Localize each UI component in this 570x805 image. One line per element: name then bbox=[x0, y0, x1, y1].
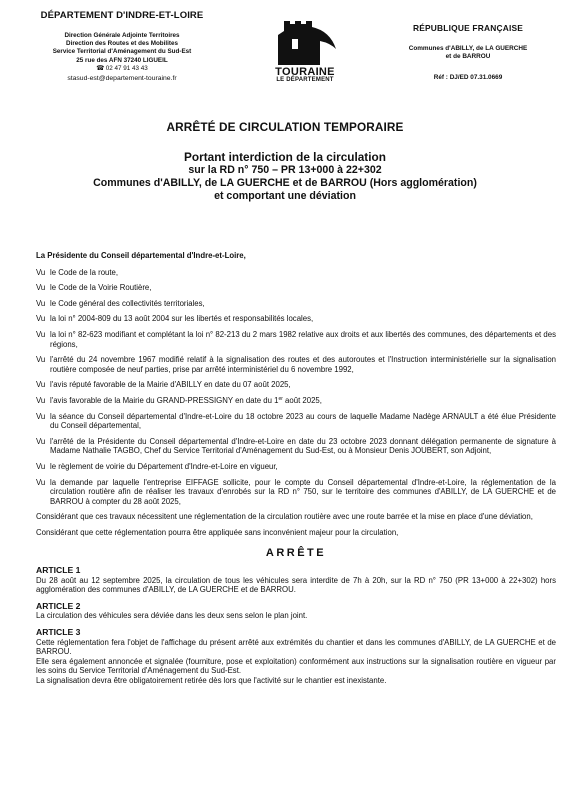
communes-line-1: Communes d'ABILLY, de LA GUERCHE bbox=[408, 45, 528, 52]
vu8-text: l'avis favorable de la Mairie du GRAND-PRESSIGNY en date du 1 bbox=[50, 395, 279, 405]
logo-subtitle: LE DÉPARTEMENT bbox=[276, 77, 334, 83]
subtitle-line-3: Communes d'ABILLY, de LA GUERCHE et de BARROU (Hors agglomération) bbox=[93, 177, 477, 190]
vu-text: l'arrêté du 24 novembre 1967 modifié relatif à la signalisation des routes et des autoroutes et l'Instruction interministérielle sur la signalisation routière composée de neuf parties, prise par arrêté interministériel du 6 novembre 1992, bbox=[50, 355, 556, 374]
vu-label: Vu bbox=[36, 283, 46, 293]
subtitle-line-2: sur la RD n° 750 – PR 13+000 à 22+302 bbox=[188, 164, 382, 176]
republic-name: RÉPUBLIQUE FRANÇAISE bbox=[412, 23, 524, 33]
republic-block bbox=[383, 23, 553, 81]
vu-label: Vu bbox=[36, 380, 46, 390]
article-text: Elle sera également annoncée et signalée (fourniture, pose et exploitation) conformément aux instructions sur la signalisation routière en vigueur par les soins du Service Territorial d'Aménagement du Sud-Est. bbox=[36, 656, 556, 676]
vu-item bbox=[36, 268, 556, 278]
vu-text bbox=[50, 396, 556, 406]
direction-routes-line: Direction des Routes et des Mobilites bbox=[66, 40, 178, 48]
vu-text: l'avis réputé favorable de la Mairie d'ABILLY en date du 07 août 2025, bbox=[50, 380, 291, 390]
vu-label: Vu bbox=[36, 267, 46, 277]
tower-icon bbox=[270, 19, 340, 65]
vu-item bbox=[36, 437, 556, 456]
considerant-2: Considérant que cette réglementation pourra être appliquée sans inconvénient majeur pour la circulation, bbox=[36, 527, 399, 537]
vu-label: Vu bbox=[36, 298, 46, 308]
article-heading: ARTICLE 3 bbox=[36, 627, 81, 638]
vu-text: la demande par laquelle l'entreprise EIFFAGE sollicite, pour le compte du Conseil départemental d'Indre-et-Loire, la réglementation de la circulation routière afin de réaliser les travaux d'enrobés sur la RD n° 750, sur le territoire des communes d'ABILLY, de LA GUERCHE et de BARROU à compter du 28 août 2025, bbox=[50, 477, 556, 506]
article-text: Du 28 août au 12 septembre 2025, la circulation de tous les véhicules sera interdite de 7h à 20h, sur la RD n° 750 (PR 13+000 à 22+302) hors agglomération des communes d'ABILLY, de LA GUERCHE et de BARROU. bbox=[36, 575, 556, 595]
article-text: La circulation des véhicules sera déviée dans les deux sens selon le plan joint. bbox=[36, 611, 308, 621]
vu-item bbox=[36, 299, 556, 309]
vu-text: la loi n° 2004-809 du 13 août 2004 sur les libertés et responsabilités locales, bbox=[50, 314, 314, 324]
vu-label: Vu bbox=[36, 395, 46, 405]
article-text: Cette réglementation fera l'objet de l'affichage du présent arrêté aux extrémités du chantier et dans les communes d'ABILLY, de LA GUERCHE et de BARROU. bbox=[36, 637, 556, 657]
vu8-text-end: août 2025, bbox=[282, 395, 322, 405]
document-body bbox=[36, 251, 556, 686]
vu-text: le Code de la Voirie Routière, bbox=[50, 283, 152, 293]
vu-text: le règlement de voirie du Département d'Indre-et-Loire en vigueur, bbox=[50, 461, 278, 471]
document-title: ARRÊTÉ DE CIRCULATION TEMPORAIRE bbox=[166, 120, 404, 134]
communes-header bbox=[383, 45, 553, 61]
vu-item bbox=[36, 330, 556, 349]
vu-text: l'arrêté de la Présidente du Conseil départemental d'Indre-et-Loire en date du 23 octobre 2023 donnant délégation permanente de signature à Madame Nathalie TAGBO, Chef du Service Territorial d'Aménagement du Sud-Est, ou à Monsieur Denis JOUBERT, son Adjoint, bbox=[50, 436, 556, 456]
vu8-superscript: er bbox=[278, 395, 283, 402]
address-line: 25 rue des AFN 37240 LIGUEIL bbox=[76, 56, 168, 64]
vu-label: Vu bbox=[36, 436, 46, 446]
vu-item bbox=[36, 462, 556, 472]
vu-label: Vu bbox=[36, 477, 46, 487]
email-line: stasud-est@departement-touraine.fr bbox=[67, 75, 177, 83]
subtitle-line-1: Portant interdiction de la circulation bbox=[184, 150, 386, 164]
service-line: Service Territorial d'Aménagement du Sud-Est bbox=[52, 48, 192, 56]
vu-text: la loi n° 82-623 modifiant et complétant la loi n° 82-213 du 2 mars 1982 relative aux droits et aux libertés des communes, des départements et des régions, bbox=[50, 329, 556, 349]
article-heading: ARTICLE 2 bbox=[36, 600, 81, 611]
subtitle-line-4: et comportant une déviation bbox=[214, 190, 356, 203]
document-subtitle bbox=[0, 151, 570, 204]
vu-item bbox=[36, 283, 556, 293]
touraine-logo bbox=[264, 19, 346, 83]
vu-text: la séance du Conseil départemental d'Indre-et-Loire du 18 octobre 2023 au cours de laquelle Madame Nadège ARNAULT a été élue Présidente du Conseil départemental, bbox=[50, 411, 556, 431]
arrete-heading: ARRÊTE bbox=[265, 547, 327, 560]
vu-item bbox=[36, 314, 556, 324]
phone-line: ☎ 02 47 91 43 43 bbox=[96, 64, 148, 72]
vu-label: Vu bbox=[36, 355, 46, 365]
department-name: DÉPARTEMENT D'INDRE-ET-LOIRE bbox=[40, 10, 204, 21]
considerant-1: Considérant que ces travaux nécessitent une réglementation de la circulation routière avec une route barrée et la mise en place d'une déviation, bbox=[36, 512, 533, 522]
vu-label: Vu bbox=[36, 461, 46, 471]
article-text: La signalisation devra être obligatoirement retirée dès lors que l'activité sur le chantier est inexistante. bbox=[36, 676, 387, 685]
vu-item bbox=[36, 355, 556, 374]
article-heading: ARTICLE 1 bbox=[36, 565, 81, 576]
vu-item bbox=[36, 380, 556, 390]
vu-label: Vu bbox=[36, 314, 46, 324]
vu-label: Vu bbox=[36, 329, 46, 339]
reference: Réf : DJ/ED 07.31.0669 bbox=[433, 74, 503, 81]
logo-brand: TOURAINE bbox=[275, 66, 335, 78]
communes-line-2: et de BARROU bbox=[445, 53, 491, 60]
vu-item bbox=[36, 412, 556, 431]
vu-text: le Code général des collectivités territoriales, bbox=[50, 298, 205, 308]
direction-line: Direction Générale Adjointe Territoires bbox=[64, 32, 180, 39]
president-line: La Présidente du Conseil départemental d'Indre-et-Loire, bbox=[36, 251, 246, 260]
vu-item bbox=[36, 396, 556, 406]
vu-label: Vu bbox=[36, 411, 46, 421]
vu-item bbox=[36, 478, 556, 507]
issuer-block bbox=[22, 10, 222, 82]
vu-text: le Code de la route, bbox=[50, 267, 119, 277]
